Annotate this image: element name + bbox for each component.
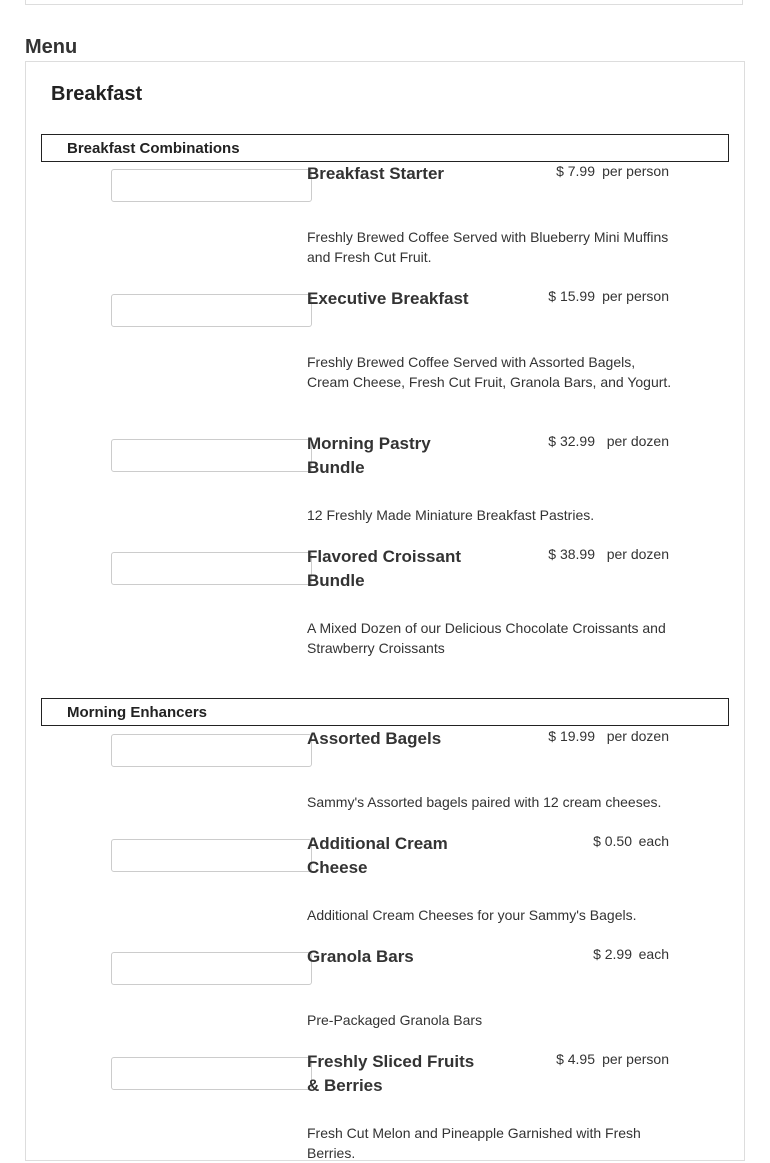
item-unit: per dozen xyxy=(606,728,669,744)
item-price: $ 4.95 xyxy=(556,1051,595,1067)
item-description: Freshly Brewed Coffee Served with Blueberry Mini Muffins and Fresh Cut Fruit. xyxy=(307,229,669,265)
item-name: Assorted Bagels xyxy=(307,729,442,748)
item-description: 12 Freshly Made Miniature Breakfast Pastries. xyxy=(307,507,595,523)
item-unit: per person xyxy=(602,1051,669,1067)
subcategory-label: Breakfast Combinations xyxy=(67,140,240,157)
item-price: $ 32.99 xyxy=(548,433,595,449)
subcategory-label: Morning Enhancers xyxy=(67,704,208,721)
quantity-input[interactable] xyxy=(111,552,312,585)
item-price: $ 15.99 xyxy=(548,288,595,304)
item-price: $ 2.99 xyxy=(593,946,632,962)
item-name: Flavored Croissant Bundle xyxy=(307,547,461,590)
item-unit: per dozen xyxy=(606,433,669,449)
previous-panel xyxy=(25,0,743,5)
menu-panel xyxy=(25,61,745,1161)
item-description: Fresh Cut Melon and Pineapple Garnished with Fresh Berries. xyxy=(307,1125,641,1161)
item-description: Pre-Packaged Granola Bars xyxy=(307,1012,483,1028)
subcategory-breakfast-combinations xyxy=(41,134,729,162)
item-name: Executive Breakfast xyxy=(307,289,469,308)
quantity-input[interactable] xyxy=(111,952,312,985)
quantity-input[interactable] xyxy=(111,839,312,872)
item-name: Granola Bars xyxy=(307,947,414,966)
item-description: Additional Cream Cheeses for your Sammy's Bagels. xyxy=(307,907,637,923)
item-name: Additional Cream Cheese xyxy=(307,834,448,877)
item-name: Freshly Sliced Fruits & Berries xyxy=(307,1052,475,1095)
item-description: A Mixed Dozen of our Delicious Chocolate Croissants and Strawberry Croissants xyxy=(307,620,666,656)
item-unit: per person xyxy=(602,288,669,304)
quantity-input[interactable] xyxy=(111,734,312,767)
item-name: Breakfast Starter xyxy=(307,164,445,183)
category-title: Breakfast xyxy=(51,83,143,105)
item-unit: per person xyxy=(602,163,669,179)
item-unit: each xyxy=(638,833,669,849)
item-name: Morning Pastry Bundle xyxy=(307,434,431,477)
item-price: $ 38.99 xyxy=(548,546,595,562)
quantity-input[interactable] xyxy=(111,294,312,327)
item-unit: per dozen xyxy=(606,546,669,562)
item-price: $ 19.99 xyxy=(548,728,595,744)
quantity-input[interactable] xyxy=(111,439,312,472)
subcategory-morning-enhancers xyxy=(41,698,729,726)
item-price: $ 0.50 xyxy=(593,833,632,849)
quantity-input[interactable] xyxy=(111,169,312,202)
item-unit: each xyxy=(638,946,669,962)
item-price: $ 7.99 xyxy=(556,163,595,179)
menu-heading: Menu xyxy=(25,36,78,58)
quantity-input[interactable] xyxy=(111,1057,312,1090)
item-description: Sammy's Assorted bagels paired with 12 cream cheeses. xyxy=(307,794,662,810)
item-description: Freshly Brewed Coffee Served with Assorted Bagels, Cream Cheese, Fresh Cut Fruit, Granola Bars, and Yogurt. xyxy=(307,354,672,390)
